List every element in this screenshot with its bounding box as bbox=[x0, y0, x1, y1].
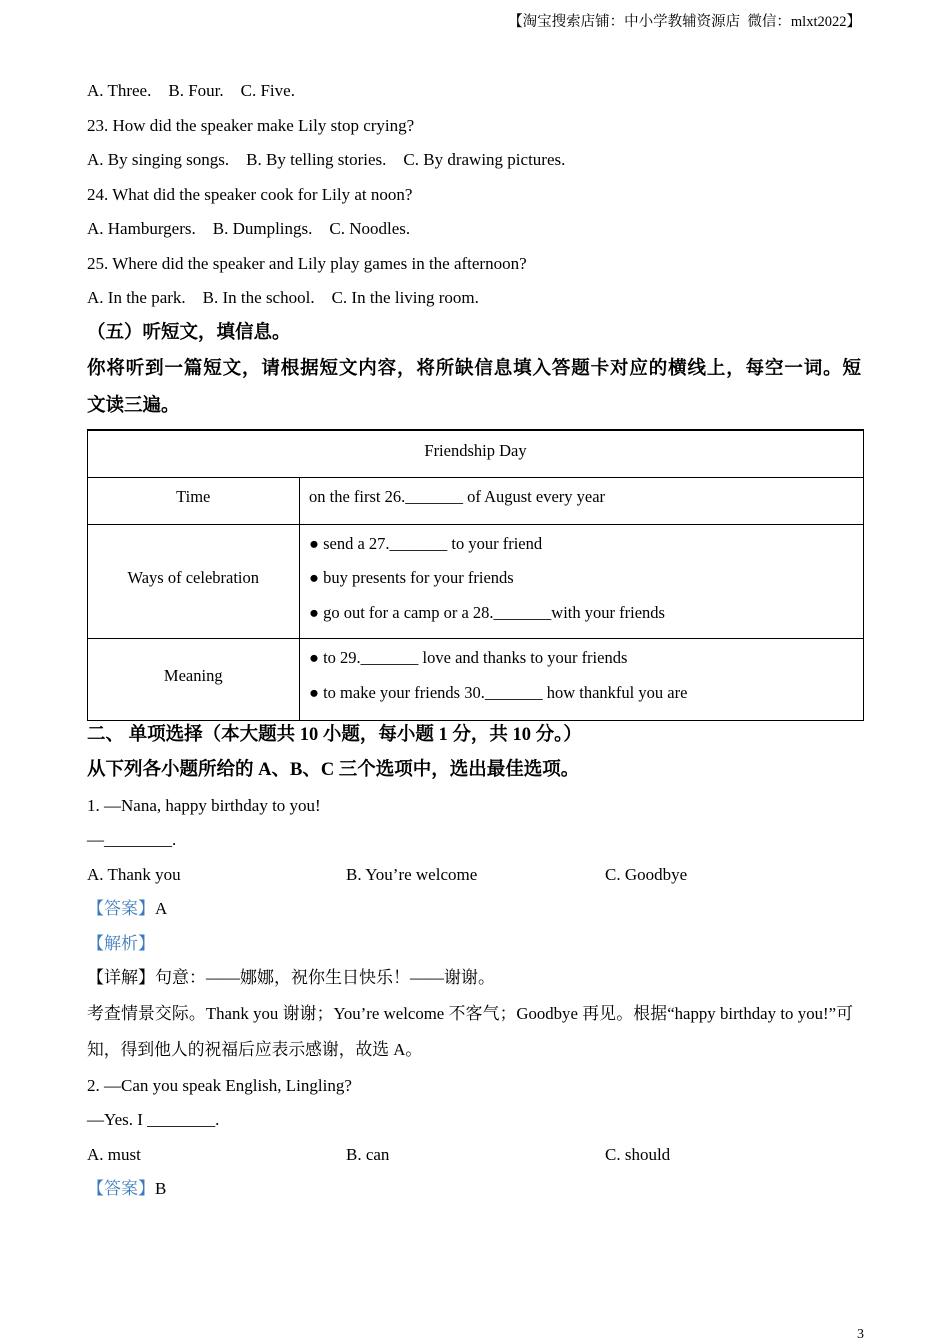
table-label-meaning: Meaning bbox=[88, 639, 300, 721]
q2-answer-label: 【答案】 bbox=[87, 1179, 155, 1198]
q22-option-b: B. Four. bbox=[168, 81, 224, 100]
table-value-ways bbox=[300, 525, 864, 639]
q25-options bbox=[87, 281, 864, 316]
q1-answer-label: 【答案】 bbox=[87, 899, 155, 918]
q2-answer-line bbox=[87, 1172, 864, 1207]
table-row-time bbox=[88, 477, 863, 524]
q22-option-a: A. Three. bbox=[87, 81, 152, 100]
ways-line-1: ● send a 27._______ to your friend bbox=[309, 533, 543, 553]
q25-option-b: B. In the school. bbox=[202, 288, 315, 307]
table-row-ways-of-celebration bbox=[88, 524, 863, 639]
table-title: Friendship Day bbox=[424, 441, 527, 460]
q1-stem: 1. —Nana, happy birthday to you! bbox=[87, 795, 321, 815]
q2-answer: B bbox=[155, 1179, 167, 1198]
q24-option-a: A. Hamburgers. bbox=[87, 219, 196, 238]
section5-title: （五）听短文，填信息。 bbox=[87, 322, 291, 343]
table-row-meaning bbox=[88, 638, 863, 720]
q1-reply: —________. bbox=[87, 830, 177, 849]
part2-title: 二、 单项选择（本大题共 10 小题，每小题 1 分，共 10 分。） bbox=[87, 724, 582, 745]
q23-options bbox=[87, 143, 864, 178]
q23-stem: 23. How did the speaker make Lily stop crying? bbox=[87, 115, 415, 135]
section5-instruction-line-2: 文读三遍。 bbox=[87, 395, 180, 416]
q2-reply: —Yes. I ________. bbox=[87, 1110, 220, 1129]
q2-option-a: A. must bbox=[87, 1144, 141, 1164]
q1-answer: A bbox=[155, 899, 168, 918]
q24-stem: 24. What did the speaker cook for Lily at noon? bbox=[87, 184, 413, 204]
table-label-ways: Ways of celebration bbox=[88, 525, 300, 640]
q1-answer-line bbox=[87, 892, 864, 927]
q24-options bbox=[87, 212, 864, 247]
q2-stem: 2. —Can you speak English, Lingling? bbox=[87, 1075, 352, 1095]
table-label-time: Time bbox=[88, 478, 300, 525]
page-content bbox=[87, 74, 864, 1207]
q1-explanation-line-1: 考查情景交际。Thank you 谢谢；You’re welcome 不客气；Goodbye 再见。根据“happy birthday to you!”可 bbox=[87, 1003, 853, 1023]
q23-option-a: A. By singing songs. bbox=[87, 150, 230, 169]
meaning-line-2: ● to make your friends 30._______ how thankful you are bbox=[309, 682, 688, 702]
q1-options bbox=[87, 858, 864, 893]
section5-instruction-line-1: 你将听到一篇短文，请根据短文内容，将所缺信息填入答题卡对应的横线上，每空一词。短 bbox=[87, 358, 861, 379]
q24-option-b: B. Dumplings. bbox=[212, 219, 313, 238]
q2-options bbox=[87, 1138, 864, 1173]
q23-option-c: C. By drawing pictures. bbox=[403, 150, 566, 169]
q1-option-c: C. Goodbye bbox=[605, 864, 688, 884]
q1-option-b: B. You’re welcome bbox=[346, 864, 478, 884]
q2-option-c: C. should bbox=[605, 1144, 671, 1164]
page-number: 3 bbox=[857, 1327, 864, 1342]
q1-explanation-line-2: 知，得到他人的祝福后应表示感谢，故选 A。 bbox=[87, 1040, 423, 1059]
q23-option-b: B. By telling stories. bbox=[246, 150, 387, 169]
q25-stem: 25. Where did the speaker and Lily play games in the afternoon? bbox=[87, 253, 527, 273]
table-value-time: on the first 26._______ of August every year bbox=[309, 487, 606, 506]
shop-notice-header: 【淘宝搜索店铺：中小学教辅资源店 微信：mlxt2022】 bbox=[508, 14, 861, 30]
q25-option-a: A. In the park. bbox=[87, 288, 186, 307]
q25-option-c: C. In the living room. bbox=[331, 288, 479, 307]
q1-analysis-line bbox=[87, 927, 864, 962]
q1-detail: 【详解】句意：——娜娜，祝你生日快乐！——谢谢。 bbox=[87, 968, 495, 987]
table-title-row bbox=[88, 431, 863, 477]
table-value-meaning bbox=[300, 639, 864, 720]
q22-option-c: C. Five. bbox=[240, 81, 295, 100]
q2-option-b: B. can bbox=[346, 1144, 390, 1164]
ways-line-3: ● go out for a camp or a 28._______with your friends bbox=[309, 602, 665, 622]
q1-analysis-label: 【解析】 bbox=[87, 933, 155, 953]
q24-option-c: C. Noodles. bbox=[329, 219, 411, 238]
q1-option-a: A. Thank you bbox=[87, 864, 181, 884]
friendship-day-table bbox=[87, 429, 864, 721]
meaning-line-1: ● to 29._______ love and thanks to your friends bbox=[309, 648, 628, 667]
q22-options bbox=[87, 74, 864, 109]
part2-instruction: 从下列各小题所给的 A、B、C 三个选项中，选出最佳选项。 bbox=[87, 759, 580, 780]
ways-line-2: ● buy presents for your friends bbox=[309, 568, 514, 587]
